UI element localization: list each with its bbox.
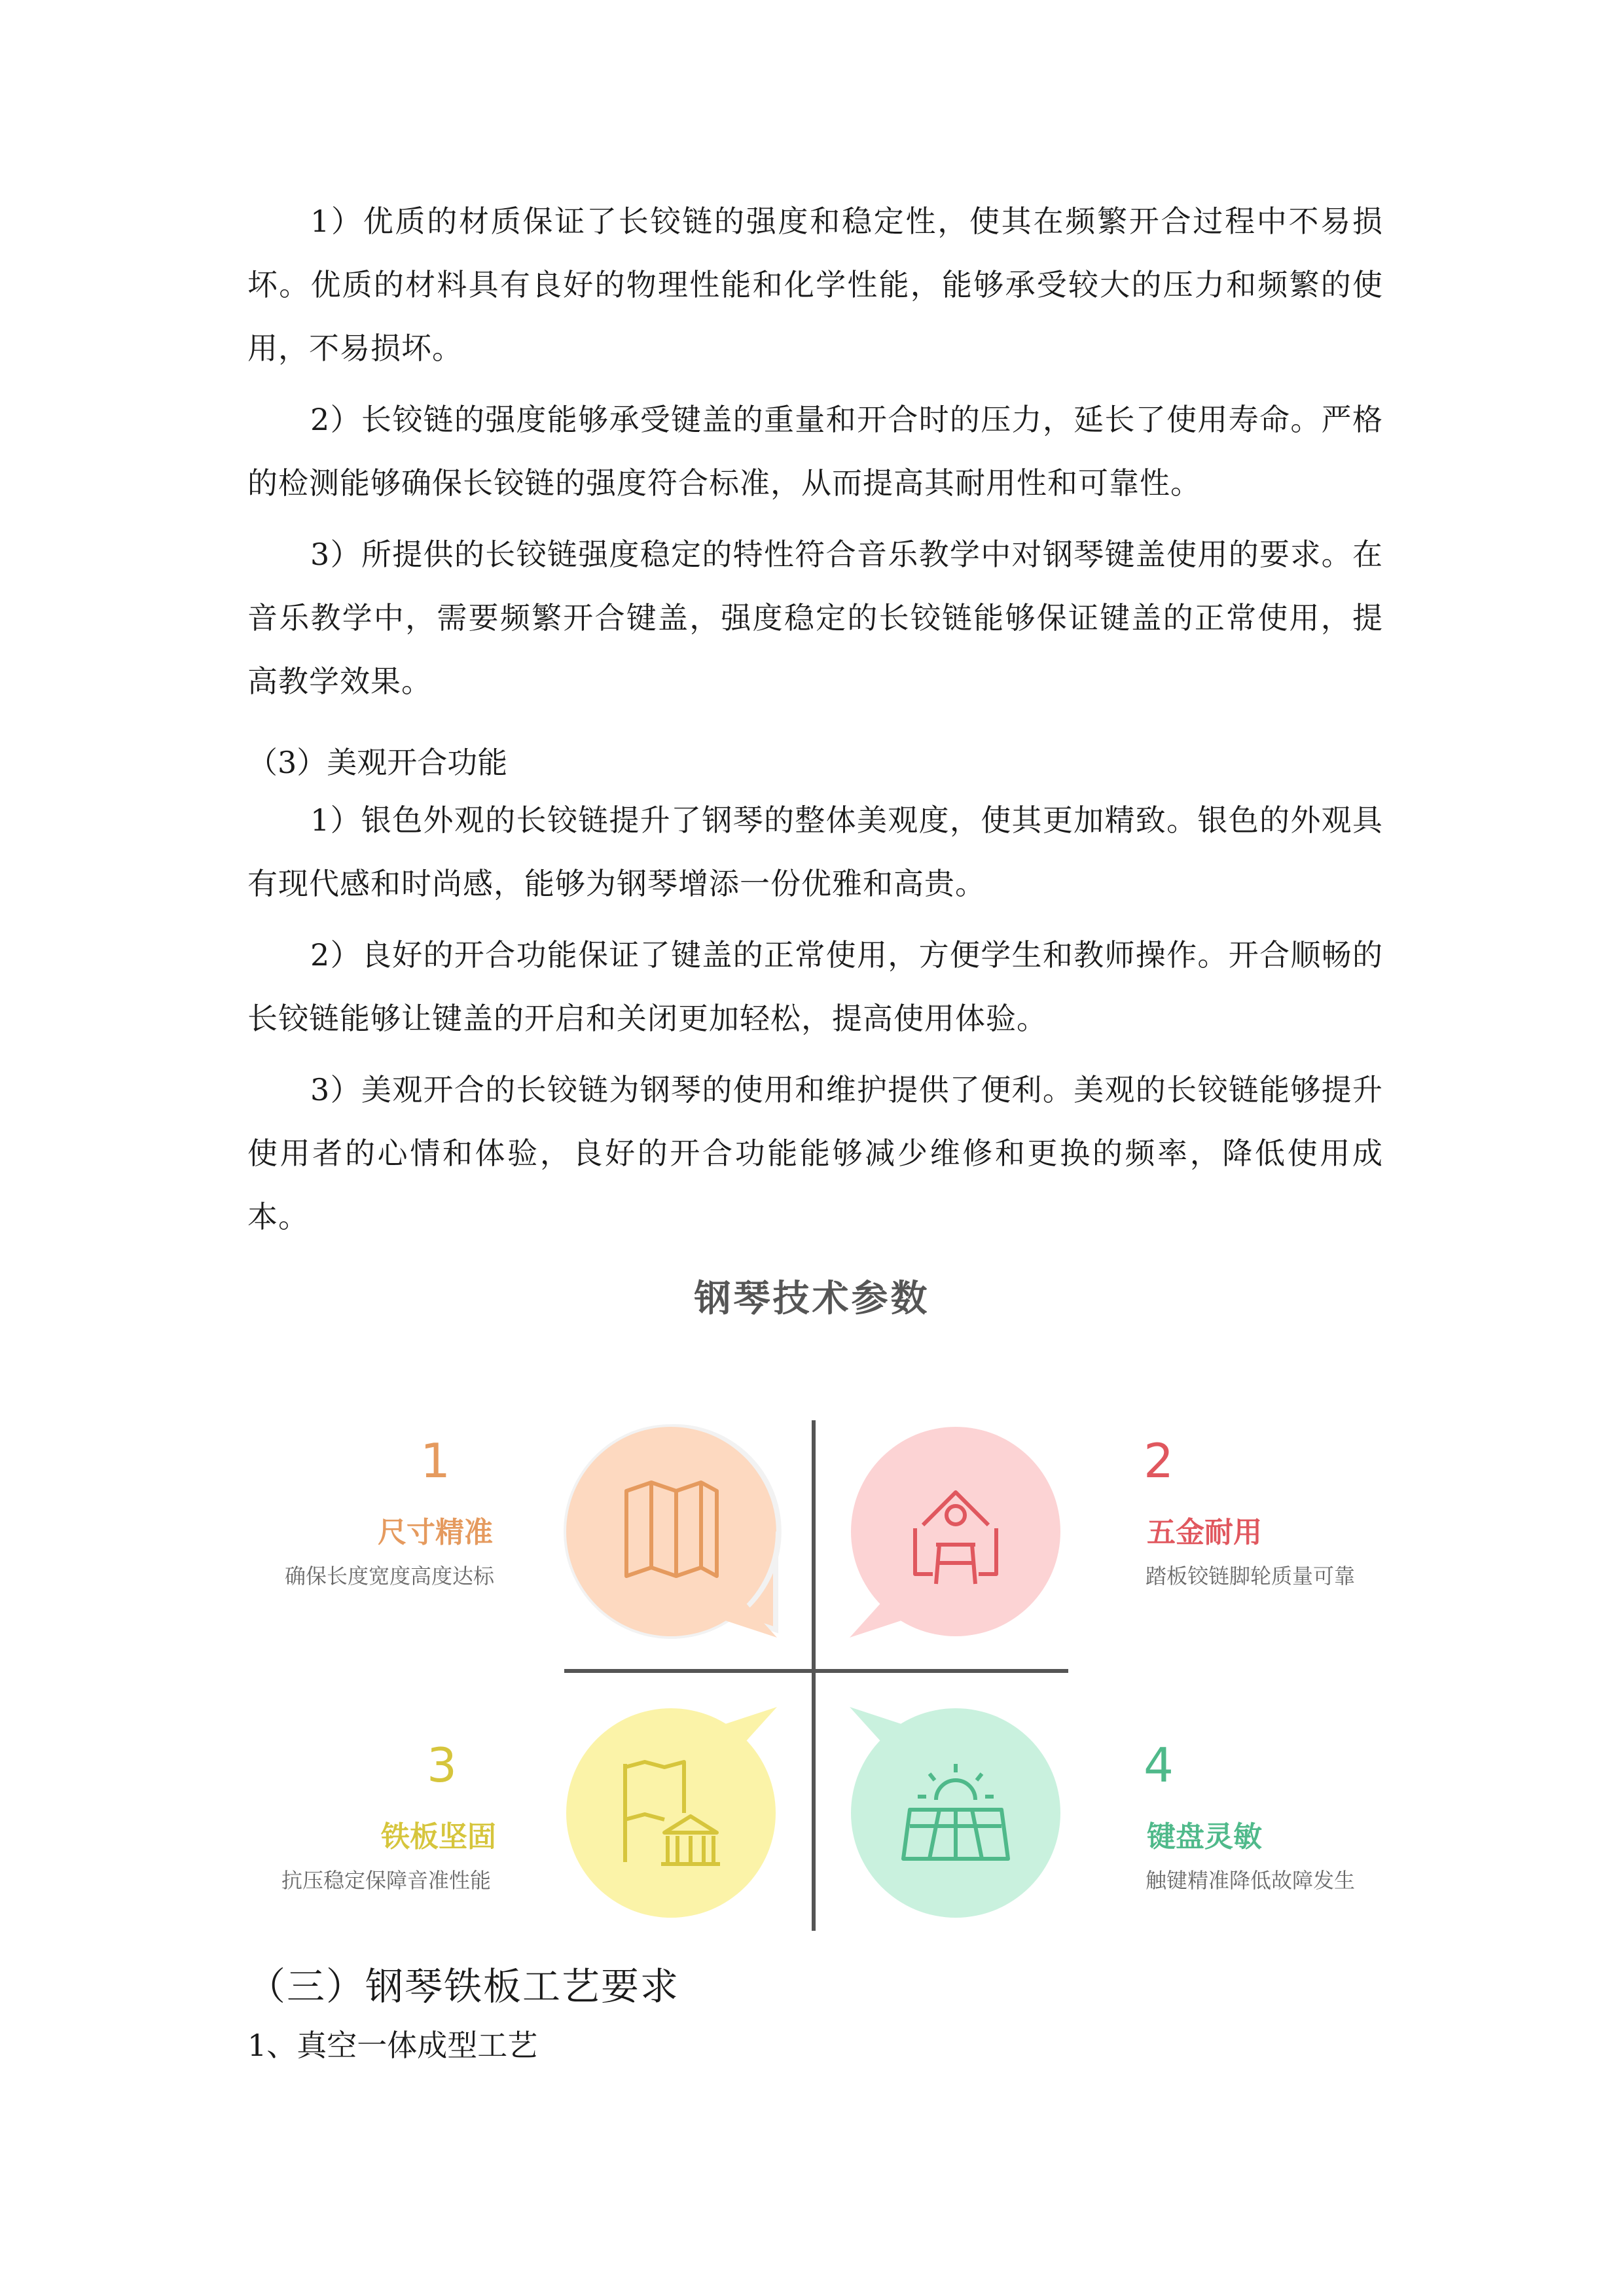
infographic-title: 钢琴技术参数 (694, 1278, 930, 1320)
bubble-1 (560, 1420, 782, 1643)
item-4-label: 键盘灵敏 (1147, 1820, 1262, 1854)
bubble-2 (844, 1420, 1067, 1643)
paragraph: 2）良好的开合功能保证了键盖的正常使用，方便学生和教师操作。开合顺畅的长铰链能够让键盖的开启和关闭更加轻松，提高使用体验。 (247, 937, 1383, 1036)
item-heading: 1、真空一体成型工艺 (247, 2028, 538, 2063)
vertical-divider (812, 1420, 816, 1931)
paragraph: 3）美观开合的长铰链为钢琴的使用和维护提供了便利。美观的长铰链能够提升使用者的心情和体验，良好的开合功能能够减少维修和更换的频率，降低使用成本。 (247, 1072, 1383, 1234)
item-3-desc: 抗压稳定保障音准性能 (281, 1868, 491, 1893)
bubble-4 (844, 1702, 1067, 1924)
bubble-3 (560, 1702, 782, 1924)
item-4-number: 4 (1144, 1738, 1174, 1793)
paragraphs-top (247, 190, 1383, 713)
paragraph: 1）优质的材质保证了长铰链的强度和稳定性，使其在频繁开合过程中不易损坏。优质的材料具有良好的物理性能和化学性能，能够承受较大的压力和频繁的使用，不易损坏。 (247, 204, 1383, 366)
item-3-number: 3 (427, 1738, 457, 1793)
item-1-desc: 确保长度宽度高度达标 (284, 1564, 494, 1588)
item-2-label: 五金耐用 (1147, 1516, 1262, 1549)
paragraph: 3）所提供的长铰链强度稳定的特性符合音乐教学中对钢琴键盖使用的要求。在音乐教学中，需要频繁开合键盖，强度稳定的长铰链能够保证键盖的正常使用，提高教学效果。 (247, 537, 1383, 699)
piano-specs-infographic (0, 1244, 1624, 1937)
subsection-title: （3）美观开合功能 (247, 745, 508, 780)
item-1-number: 1 (420, 1433, 450, 1488)
item-2-number: 2 (1144, 1433, 1174, 1488)
horizontal-divider (564, 1669, 1068, 1673)
item-4-desc: 触键精准降低故障发生 (1145, 1868, 1355, 1893)
section-heading: （三）钢琴铁板工艺要求 (247, 1964, 680, 2009)
paragraph: 2）长铰链的强度能够承受键盖的重量和开合时的压力，延长了使用寿命。严格的检测能够确保长铰链的强度符合标准，从而提高其耐用性和可靠性。 (247, 402, 1383, 501)
paragraphs-bottom (247, 789, 1383, 1249)
item-2-desc: 踏板铰链脚轮质量可靠 (1145, 1564, 1355, 1588)
item-3-label: 铁板坚固 (381, 1820, 496, 1854)
item-1-label: 尺寸精准 (378, 1516, 493, 1549)
paragraph: 1）银色外观的长铰链提升了钢琴的整体美观度，使其更加精致。银色的外观具有现代感和时尚感，能够为钢琴增添一份优雅和高贵。 (247, 802, 1383, 901)
